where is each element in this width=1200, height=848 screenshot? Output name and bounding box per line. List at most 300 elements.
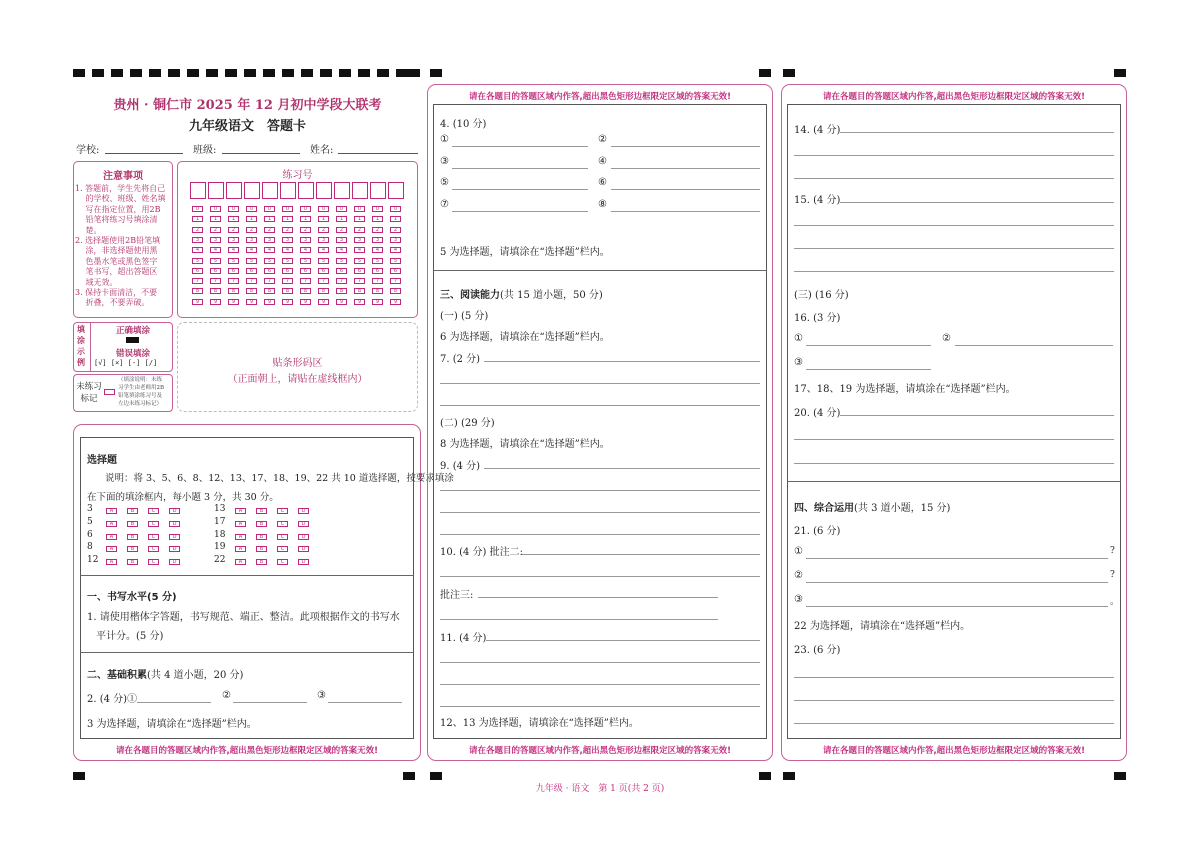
practice-digit-bubble[interactable]: 1	[300, 216, 311, 222]
q14-answer-line[interactable]	[794, 178, 1114, 179]
wrong-mark: [/]	[144, 359, 158, 367]
choice-option-bubble[interactable]: C	[148, 521, 159, 527]
practice-digit-bubble[interactable]: 0	[318, 206, 329, 212]
absent-label-line: 未练习	[76, 382, 102, 392]
practice-digit-bubble[interactable]: 5	[192, 258, 203, 264]
barcode-title: 贴条形码区	[272, 358, 323, 369]
note-line: 楚。	[75, 225, 102, 235]
practice-digit-bubble[interactable]: 9	[192, 299, 203, 305]
name-field[interactable]	[338, 153, 418, 154]
timing-mark	[301, 69, 313, 77]
q4-answer-line[interactable]	[611, 146, 760, 147]
practice-digit-bubble[interactable]: 8	[228, 288, 239, 294]
practice-digit-bubble[interactable]: 2	[282, 227, 293, 233]
practice-digit-bubble[interactable]: 0	[192, 206, 203, 212]
choice-option-bubble[interactable]: D	[169, 559, 180, 565]
choice-question-number: 3	[87, 504, 93, 514]
choice-question-number: 12	[87, 555, 99, 566]
practice-digit-bubble[interactable]: 3	[246, 237, 257, 243]
choice-option-bubble[interactable]: B	[256, 534, 267, 540]
practice-digit-bubble[interactable]: 4	[192, 247, 203, 253]
practice-digit-bubble[interactable]: 9	[354, 299, 365, 305]
practice-digit-bubble[interactable]: 7	[228, 278, 239, 284]
choice-option-bubble[interactable]: B	[256, 508, 267, 514]
choice-option-bubble[interactable]: B	[127, 559, 138, 565]
practice-digit-bubble[interactable]: 3	[372, 237, 383, 243]
practice-digit-bubble[interactable]: 8	[390, 288, 401, 294]
note3-answer-line[interactable]	[478, 597, 718, 598]
practice-digit-bubble[interactable]: 9	[282, 299, 293, 305]
q15-answer-line[interactable]	[794, 271, 1114, 272]
q2-mark: ③	[317, 690, 326, 701]
practice-digit-bubble[interactable]: 6	[246, 268, 257, 274]
practice-digit-bubble[interactable]: 2	[192, 227, 203, 233]
practice-digit-bubble[interactable]: 4	[210, 247, 221, 253]
practice-digit-bubble[interactable]: 7	[390, 278, 401, 284]
q17-note: 17、18、19 为选择题，请填涂在“选择题”栏内。	[794, 384, 1016, 395]
choice-question-number: 22	[214, 555, 226, 566]
choice-option-bubble[interactable]: D	[298, 521, 309, 527]
practice-digit-bubble[interactable]: 1	[228, 216, 239, 222]
side-char: 例	[77, 358, 85, 367]
q4-mark: ⑦	[440, 198, 449, 210]
practice-digit-bubble[interactable]: 8	[336, 288, 347, 294]
q15-answer-line[interactable]	[794, 248, 1114, 249]
practice-digit-bubble[interactable]: 1	[372, 216, 383, 222]
q4-answer-line[interactable]	[452, 168, 588, 169]
practice-digit-bubble[interactable]: 5	[390, 258, 401, 264]
practice-digit-bubble[interactable]: 7	[300, 278, 311, 284]
choice-option-bubble[interactable]: B	[256, 546, 267, 552]
q4-label: 4. (10 分)	[440, 119, 487, 130]
warning-text: 请在各题目的答题区域内作答,超出黑色矩形边框限定区域的答案无效!	[468, 746, 732, 756]
practice-digit-bubble[interactable]: 4	[282, 247, 293, 253]
practice-digit-bubble[interactable]: 8	[354, 288, 365, 294]
q21-mark: ③	[794, 594, 803, 605]
practice-digit-bubble[interactable]: 1	[264, 216, 275, 222]
note3-answer-line[interactable]	[440, 619, 718, 620]
practice-digit-bubble[interactable]: 4	[372, 247, 383, 253]
practice-digit-bubble[interactable]: 7	[282, 278, 293, 284]
choice-option-bubble[interactable]: B	[127, 534, 138, 540]
choice-option-bubble[interactable]: C	[148, 534, 159, 540]
choice-option-bubble[interactable]: D	[298, 508, 309, 514]
practice-digit-bubble[interactable]: 2	[264, 227, 275, 233]
choice-option-bubble[interactable]: A	[235, 559, 246, 565]
section4-title: 四、综合运用	[794, 503, 854, 514]
note-line: 1. 答题前，学生先将自己	[75, 184, 166, 193]
note-line: 涂，非选择题使用黑	[75, 246, 158, 256]
choice-option-bubble[interactable]: D	[298, 546, 309, 552]
practice-digit-bubble[interactable]: 2	[300, 227, 311, 233]
q15-answer-line[interactable]	[794, 225, 1114, 226]
practice-digit-bubble[interactable]: 7	[192, 278, 203, 284]
practice-digit-bubble[interactable]: 1	[210, 216, 221, 222]
choice-option-bubble[interactable]: D	[298, 559, 309, 565]
choice-option-bubble[interactable]: A	[106, 521, 117, 527]
timing-mark	[783, 69, 795, 77]
practice-digit-bubble[interactable]: 5	[210, 258, 221, 264]
q16-mark: ①	[794, 333, 803, 344]
q9-answer-line[interactable]	[440, 512, 760, 513]
practice-digit-bubble[interactable]: 6	[300, 268, 311, 274]
q16-answer-line[interactable]	[955, 345, 1113, 346]
q7-answer-line[interactable]	[440, 405, 760, 406]
timing-mark	[282, 69, 294, 77]
choice-option-bubble[interactable]: C	[148, 559, 159, 565]
practice-digit-bubble[interactable]: 3	[300, 237, 311, 243]
practice-digit-bubble[interactable]: 0	[246, 206, 257, 212]
practice-digit-bubble[interactable]: 6	[228, 268, 239, 274]
timing-mark	[358, 69, 370, 77]
choice-option-bubble[interactable]: A	[106, 508, 117, 514]
choice-option-bubble[interactable]: A	[235, 534, 246, 540]
q7-answer-line[interactable]	[440, 383, 760, 384]
q15-answer-line[interactable]	[840, 202, 1114, 203]
timing-mark	[73, 69, 85, 77]
wrong-fill-label: 错误填涂	[115, 349, 150, 359]
q14-answer-line[interactable]	[840, 132, 1114, 133]
section3-title: 三、阅读能力	[440, 290, 500, 301]
practice-digit-bubble[interactable]: 5	[354, 258, 365, 264]
practice-digit-bubble[interactable]: 0	[390, 206, 401, 212]
practice-digit-bubble[interactable]: 0	[282, 206, 293, 212]
practice-digit-bubble[interactable]: 0	[300, 206, 311, 212]
barcode-hint: （正面朝上，请贴在虚线框内）	[227, 374, 368, 385]
practice-digit-bubble[interactable]: 8	[210, 288, 221, 294]
part2-label: (二) (29 分)	[440, 418, 495, 429]
q20-answer-line[interactable]	[794, 463, 1114, 464]
practice-digit-bubble[interactable]: 6	[210, 268, 221, 274]
name-label: 姓名:	[310, 145, 334, 156]
practice-digit-bubble[interactable]: 6	[264, 268, 275, 274]
q5-note: 5 为选择题，请填涂在“选择题”栏内。	[440, 247, 610, 258]
q11-answer-line[interactable]	[440, 706, 760, 707]
practice-digit-bubble[interactable]: 5	[282, 258, 293, 264]
practice-digit-bubble[interactable]: 3	[282, 237, 293, 243]
q23-answer-line[interactable]	[794, 700, 1114, 701]
q2-answer-line[interactable]	[328, 702, 402, 703]
practice-digit-bubble[interactable]: 1	[354, 216, 365, 222]
practice-digit-bubble[interactable]: 8	[372, 288, 383, 294]
choice-option-bubble[interactable]: A	[106, 546, 117, 552]
choice-option-bubble[interactable]: C	[148, 546, 159, 552]
choice-question-number: 17	[214, 516, 226, 527]
answer-card-subtitle: 九年级语文 答题卡	[188, 119, 306, 134]
practice-digit-bubble[interactable]: 2	[336, 227, 347, 233]
practice-digit-bubble[interactable]: 9	[228, 299, 239, 305]
practice-digit-bubble[interactable]: 0	[228, 206, 239, 212]
q4-answer-line[interactable]	[452, 189, 588, 190]
timing-mark	[111, 69, 123, 77]
practice-digit-bubble[interactable]: 1	[246, 216, 257, 222]
timing-mark	[759, 69, 771, 77]
q4-answer-line[interactable]	[452, 146, 588, 147]
practice-digit-bubble[interactable]: 2	[228, 227, 239, 233]
q11-answer-line[interactable]	[440, 684, 760, 685]
practice-digit-bubble[interactable]: 7	[318, 278, 329, 284]
practice-digit-bubble[interactable]: 3	[210, 237, 221, 243]
practice-digit-bubble[interactable]: 6	[318, 268, 329, 274]
absent-label-line: 标记	[80, 394, 98, 404]
choice-option-bubble[interactable]: B	[256, 521, 267, 527]
practice-digit-bubble[interactable]: 2	[354, 227, 365, 233]
practice-digit-bubble[interactable]: 4	[336, 247, 347, 253]
practice-number-write-cell[interactable]	[388, 182, 404, 199]
q21-answer-line[interactable]	[806, 558, 1108, 559]
school-field[interactable]	[105, 153, 183, 154]
practice-digit-bubble[interactable]: 2	[210, 227, 221, 233]
choice-option-bubble[interactable]: A	[235, 521, 246, 527]
correct-fill-sample	[126, 337, 139, 343]
q20-answer-line[interactable]	[794, 439, 1114, 440]
q4-mark: ⑧	[598, 198, 607, 210]
practice-digit-bubble[interactable]: 5	[318, 258, 329, 264]
section-divider	[80, 652, 414, 653]
note-line: 的学校、班级、姓名填	[75, 194, 166, 204]
fill-example-side-label	[77, 324, 85, 368]
side-char: 涂	[77, 336, 85, 345]
timing-mark	[403, 772, 415, 780]
q23-answer-line[interactable]	[794, 723, 1114, 724]
note-line: 铅笔将练习号填涂清	[75, 215, 158, 225]
q14-label: 14. (4 分)	[794, 125, 841, 136]
q9-answer-line[interactable]	[440, 490, 760, 491]
q7-label: 7. (2 分)	[440, 354, 481, 365]
practice-digit-bubble[interactable]: 9	[210, 299, 221, 305]
q9-answer-line[interactable]	[484, 468, 760, 469]
practice-digit-bubble[interactable]: 2	[318, 227, 329, 233]
q16-answer-line[interactable]	[806, 369, 931, 370]
practice-number-write-cell[interactable]	[244, 182, 260, 199]
choice-option-bubble[interactable]: C	[277, 546, 288, 552]
q16-mark: ②	[942, 333, 951, 344]
practice-digit-bubble[interactable]: 4	[300, 247, 311, 253]
timing-mark	[339, 69, 351, 77]
q23-label: 23. (6 分)	[794, 645, 841, 656]
practice-number-write-cell[interactable]	[352, 182, 368, 199]
practice-digit-bubble[interactable]: 5	[336, 258, 347, 264]
choice-option-bubble[interactable]: D	[169, 521, 180, 527]
warning-text: 请在各题目的答题区域内作答,超出黑色矩形边框限定区域的答案无效!	[468, 92, 732, 102]
practice-number-write-cell[interactable]	[262, 182, 278, 199]
q10-answer-line[interactable]	[440, 576, 760, 577]
practice-digit-bubble[interactable]: 6	[390, 268, 401, 274]
practice-digit-bubble[interactable]: 1	[390, 216, 401, 222]
practice-digit-bubble[interactable]: 7	[210, 278, 221, 284]
practice-digit-bubble[interactable]: 9	[390, 299, 401, 305]
q21-end: ?	[1110, 570, 1115, 580]
practice-digit-bubble[interactable]: 1	[336, 216, 347, 222]
practice-digit-bubble[interactable]: 3	[264, 237, 275, 243]
q4-answer-line[interactable]	[611, 189, 760, 190]
timing-mark	[396, 69, 408, 77]
practice-digit-bubble[interactable]: 6	[372, 268, 383, 274]
practice-digit-bubble[interactable]: 1	[318, 216, 329, 222]
practice-number-write-cell[interactable]	[208, 182, 224, 199]
practice-digit-bubble[interactable]: 2	[246, 227, 257, 233]
practice-digit-bubble[interactable]: 6	[336, 268, 347, 274]
practice-digit-bubble[interactable]: 8	[192, 288, 203, 294]
timing-mark	[187, 69, 199, 77]
practice-digit-bubble[interactable]: 8	[300, 288, 311, 294]
q9-answer-line[interactable]	[440, 534, 760, 535]
q16-answer-line[interactable]	[806, 345, 931, 346]
practice-digit-bubble[interactable]: 9	[372, 299, 383, 305]
q7-answer-line[interactable]	[484, 361, 760, 362]
note-line: 色墨水笔或黑色签字	[75, 256, 158, 266]
practice-digit-bubble[interactable]: 0	[210, 206, 221, 212]
note-line: 写在指定位置，用2B	[75, 204, 161, 214]
choice-option-bubble[interactable]: D	[169, 508, 180, 514]
practice-digit-bubble[interactable]: 6	[354, 268, 365, 274]
practice-digit-bubble[interactable]: 7	[264, 278, 275, 284]
practice-digit-bubble[interactable]: 0	[264, 206, 275, 212]
practice-digit-bubble[interactable]: 5	[246, 258, 257, 264]
q20-answer-line[interactable]	[840, 415, 1114, 416]
practice-digit-bubble[interactable]: 9	[300, 299, 311, 305]
practice-digit-bubble[interactable]: 6	[282, 268, 293, 274]
choice-option-bubble[interactable]: A	[235, 546, 246, 552]
practice-digit-bubble[interactable]: 1	[282, 216, 293, 222]
absent-note-line: （填涂说明：未练	[118, 377, 163, 383]
choice-option-bubble[interactable]: D	[298, 534, 309, 540]
absent-label	[74, 381, 104, 405]
practice-digit-bubble[interactable]: 7	[372, 278, 383, 284]
timing-mark	[92, 69, 104, 77]
section-divider	[787, 481, 1121, 482]
practice-digit-bubble[interactable]: 4	[318, 247, 329, 253]
choice-question-number: 19	[214, 542, 226, 553]
q11-answer-line[interactable]	[440, 662, 760, 663]
q14-answer-line[interactable]	[794, 155, 1114, 156]
practice-digit-bubble[interactable]: 4	[246, 247, 257, 253]
choice-question-number: 5	[87, 516, 93, 527]
choice-option-bubble[interactable]: B	[127, 508, 138, 514]
choice-title: 选择题	[87, 455, 117, 466]
q22-note: 22 为选择题，请填涂在“选择题”栏内。	[794, 621, 971, 632]
timing-mark	[149, 69, 161, 77]
q21-answer-line[interactable]	[806, 582, 1108, 583]
practice-number-write-cell[interactable]	[226, 182, 242, 199]
practice-digit-bubble[interactable]: 0	[372, 206, 383, 212]
timing-mark	[73, 772, 85, 780]
practice-number-write-cell[interactable]	[334, 182, 350, 199]
choice-option-bubble[interactable]: D	[169, 534, 180, 540]
practice-digit-bubble[interactable]: 4	[228, 247, 239, 253]
practice-digit-bubble[interactable]: 9	[336, 299, 347, 305]
practice-digit-bubble[interactable]: 7	[336, 278, 347, 284]
choice-option-bubble[interactable]: C	[277, 508, 288, 514]
timing-mark	[408, 69, 420, 77]
practice-digit-bubble[interactable]: 5	[228, 258, 239, 264]
practice-digit-bubble[interactable]: 3	[354, 237, 365, 243]
practice-digit-bubble[interactable]: 5	[264, 258, 275, 264]
practice-number-write-cell[interactable]	[280, 182, 296, 199]
practice-digit-bubble[interactable]: 9	[264, 299, 275, 305]
practice-digit-bubble[interactable]: 8	[264, 288, 275, 294]
choice-option-bubble[interactable]: C	[148, 508, 159, 514]
note-line: 笔书写，超出答题区	[75, 267, 158, 277]
choice-option-bubble[interactable]: A	[106, 559, 117, 565]
choice-option-bubble[interactable]: C	[277, 559, 288, 565]
practice-number-write-cell[interactable]	[298, 182, 314, 199]
notes-list	[75, 184, 166, 309]
q21-answer-line[interactable]	[806, 606, 1108, 607]
choice-option-bubble[interactable]: B	[127, 521, 138, 527]
practice-digit-bubble[interactable]: 8	[318, 288, 329, 294]
practice-digit-bubble[interactable]: 4	[354, 247, 365, 253]
q2-answer-line[interactable]	[233, 702, 307, 703]
practice-digit-bubble[interactable]: 0	[354, 206, 365, 212]
practice-digit-bubble[interactable]: 5	[372, 258, 383, 264]
practice-digit-bubble[interactable]: 9	[318, 299, 329, 305]
practice-digit-bubble[interactable]: 0	[336, 206, 347, 212]
practice-digit-bubble[interactable]: 4	[264, 247, 275, 253]
q2-answer-line[interactable]	[137, 702, 211, 703]
practice-digit-bubble[interactable]: 3	[192, 237, 203, 243]
class-field[interactable]	[222, 153, 300, 154]
practice-digit-bubble[interactable]: 2	[390, 227, 401, 233]
practice-digit-bubble[interactable]: 7	[246, 278, 257, 284]
q10-answer-line[interactable]	[522, 554, 760, 555]
choice-option-bubble[interactable]: B	[256, 559, 267, 565]
choice-option-bubble[interactable]: B	[127, 546, 138, 552]
practice-digit-bubble[interactable]: 3	[318, 237, 329, 243]
q23-answer-line[interactable]	[794, 677, 1114, 678]
practice-number-write-cell[interactable]	[316, 182, 332, 199]
practice-digit-bubble[interactable]: 3	[336, 237, 347, 243]
choice-option-bubble[interactable]: C	[277, 521, 288, 527]
choice-option-bubble[interactable]: A	[106, 534, 117, 540]
practice-digit-bubble[interactable]: 7	[354, 278, 365, 284]
practice-number-title: 练习号	[282, 170, 313, 181]
timing-mark	[1114, 772, 1126, 780]
side-char: 填	[77, 325, 85, 334]
q4-answer-line[interactable]	[452, 211, 588, 212]
class-label: 班级:	[193, 145, 217, 156]
practice-digit-bubble[interactable]: 5	[300, 258, 311, 264]
choice-question-number: 13	[214, 504, 226, 514]
choice-option-bubble[interactable]: D	[169, 546, 180, 552]
wrong-mark: [×]	[110, 359, 124, 367]
q20-label: 20. (4 分)	[794, 408, 841, 419]
q4-answer-line[interactable]	[611, 168, 760, 169]
q4-answer-line[interactable]	[611, 211, 760, 212]
exam-title: 贵州 · 铜仁市 2025 年 12 月初中学段大联考	[113, 98, 382, 113]
practice-digit-bubble[interactable]: 8	[246, 288, 257, 294]
choice-option-bubble[interactable]: A	[235, 508, 246, 514]
section2-suffix: (共 4 道小题，20 分)	[147, 670, 244, 681]
practice-digit-bubble[interactable]: 1	[192, 216, 203, 222]
practice-digit-bubble[interactable]: 4	[390, 247, 401, 253]
practice-digit-bubble[interactable]: 9	[246, 299, 257, 305]
q21-mark: ②	[794, 570, 803, 581]
choice-option-bubble[interactable]: C	[277, 534, 288, 540]
practice-number-write-cell[interactable]	[190, 182, 206, 199]
practice-digit-bubble[interactable]: 2	[372, 227, 383, 233]
practice-digit-bubble[interactable]: 8	[282, 288, 293, 294]
absent-mark-bubble[interactable]	[104, 389, 115, 395]
practice-digit-bubble[interactable]: 3	[228, 237, 239, 243]
divider	[90, 322, 91, 372]
practice-number-write-cell[interactable]	[370, 182, 386, 199]
practice-digit-bubble[interactable]: 3	[390, 237, 401, 243]
practice-digit-bubble[interactable]: 6	[192, 268, 203, 274]
timing-mark	[783, 772, 795, 780]
q11-answer-line[interactable]	[486, 640, 760, 641]
section3-suffix: (共 15 道小题，50 分)	[500, 290, 603, 301]
